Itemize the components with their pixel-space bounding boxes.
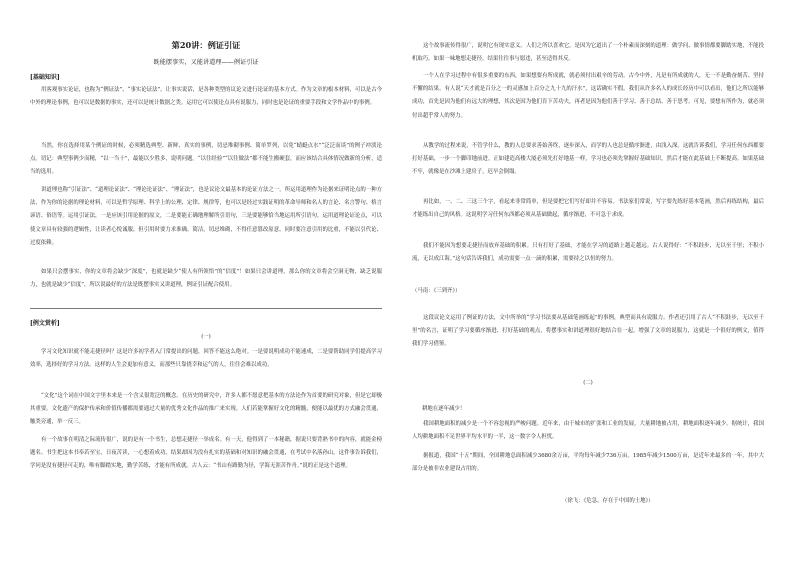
lesson-title: 第20讲：例证引证 [171, 40, 241, 50]
example-1-paragraph-1: 学习文化知识就不能走捷径吗？这是许多初学者入门常提出的问题，回答不能这么绝对。一是要说明成功不能速成，二是要帮助同学们提高学习效率，选择好的学习方法。这样的人生会更加有意义，而那些只靠侥幸和运气的人，往往会难以成功。 [30, 349, 382, 369]
example-1-paragraph-6: 从教学的过程来说，不管学什么，教的人总要求善始善终，逐步深入，而学的人也总是循序渐进，由浅入深。这就告诉我们，学习任何东西都要打好基础，一步一个脚印地前进。正如建造高楼大厦必须先打好地基一样，学习也必须先掌握好基础知识，然后才能在此基础上不断提高。如果基础不牢，就像是在沙滩上建房子，迟早会倒塌。 [412, 143, 764, 176]
basics-paragraph-3: 讲道理也称“引证法”、“道理论证法”、“理论论证法”、“理证法”，也是议论文最基本的论证方法之一。所运用道理作为论据来证明论点的一种方法，作为你的论据的理论材料，可以是哲学原理、科学上的公理、定律、规律等，也可以是经过实践证明的革命导师和名人的言论、名言警句、格言谚语、俗语等。运用引证法，一是应该引用论据的原文，二是要能正确地理解所引语句，三是要能够恰当地运用所引语句。运用道理论证论点，可以使文章具有较强的逻辑性，让读者心悦诚服。但引用时要力求准确、简洁，切忌堆砌，不得任意篡改原意。同时要注意引用的比重，不能以引代论、过度依赖。 [30, 187, 382, 246]
basics-paragraph-1: 用客观事实论证，也称为“例证法”、“事实论证法”。让事实说话，是各种类型的议论文进行论证的基本方式。作为文章的根本材料，可以是古今中外的理论事例，也可以是数据的事实，还可以是统计数据之类。运用它可以使论点具有说服力，同时也是论证的重要手段和文学作品中的事例。 [30, 87, 382, 107]
basics-paragraph-2: 当然，你在选择用某个例证的时候，必须精选典型、新鲜、真实的事例，切忌堆砌事例、简单罗列，以免“蜻蜓点水”“泛泛而谈”的例子冲淡论点。切记：典型事例少而精，“以一当十”，最能以少胜多，说明问题。“以往经验”“以往做法”都不能生搬硬套，而应该结合具体情况做新的分析，适当的选用。 [30, 143, 382, 176]
example-1-paragraph-7: 再比如，一、二、三这三个字，看起来非常简单，但是要把它们写好却并不容易。书法家们常说，写字要先练好基本笔画，然后再练结构，最后才能练出自己的风格。这说明学习任何东西都必须从基础做起，循序渐进，不可急于求成。 [412, 199, 764, 219]
lesson-subtitle: 既能摆事实，又能讲道理——例证引证 [153, 59, 259, 66]
section-divider [30, 308, 382, 309]
example-2-title: 耕地在逐年减少！ [422, 406, 466, 412]
basics-heading: [基础知识] [30, 74, 60, 81]
example-1-paragraph-3: 有一个故事在明清之际流传很广，说的是有一个书生，总想走捷径一举成名。有一天，他得到了一本秘籍，据说只要背熟书中的内容，就能金榜题名。书生把这本书奉若至宝，日夜苦读，一心想着成功。结果却因为没有扎实的基础和对知识的融会贯通，在考试中名落孙山。这件事告诉我们，学问是没有捷径可走的，唯有脚踏实地，勤学苦练，才能有所成就。古人云：“书山有路勤为径，学海无涯苦作舟。”说的正是这个道理。 [30, 437, 382, 470]
example-2-paragraph-1: 我国耕地面积的减少是一个不容忽视的严峻问题。近年来，由于城市的扩张和工业的发展，大量耕地被占用，耕地面积逐年减少。据统计，我国人均耕地面积不足世界平均水平的一半，这一数字令人担忧。 [412, 421, 764, 441]
example-1-paragraph-4: 这个故事流传得很广，说明它有现实意义。人们之所以喜欢它，是因为它道出了一个朴素而深刻的道理：做学问、做事情都要脚踏实地，不能投机取巧。如果一味地想走捷径，结果往往事与愿违，甚至适得其反。 [412, 43, 764, 63]
example-1-source: （马南：《三到齐》） [412, 288, 461, 294]
example-1-mark: (一) [201, 334, 211, 340]
example-1-commentary: 这段议论文运用了例证的方法，文中所举的“学习书法要从基础笔画练起”的事例，典型而具有说服力。作者还引用了古人“不积跬步，无以至千里”的名言，证明了学习要循序渐进、打好基础的观点，将摆事实和讲道理很好地结合在一起，增强了文章的说服力，这就是一个很好的例文，值得我们学习借鉴。 [412, 315, 764, 348]
right-column [412, 0, 764, 562]
example-2-paragraph-2: 据报道，我国“十五”期间，全国耕地总面积减少3680余万亩，平均每年减少736万亩。1985年减少1500万亩，是近年来最多的一年，其中大部分是被非农业建设占用的。 [412, 453, 764, 473]
example-1-paragraph-2: “文化”这个词在中国文字里本来是一个含义很宽泛的概念。在历史的研究中，许多人都不愿意把基本的方法论作为首要的研究对象，但是它却极其重要。文化遗产的保护传承和价值传播都需要通过大量的优秀文化作品的推广来实现。人们若能掌握好文化的精髓，便能以最优的方式融会贯通，触类旁通，举一反三。 [30, 393, 382, 426]
example-1-paragraph-8: 我们不能因为想要走捷径而放弃基础的积累。只有打好了基础，才能在学习的道路上越走越远。古人说得好：“不积跬步，无以至千里；不积小流，无以成江海。”这句话告诉我们，成功需要一点一滴的积累，需要持之以恒的努力。 [412, 243, 764, 263]
example-2-mark: (二) [583, 380, 593, 386]
example-2-source: （徐飞：《危急，存在于中国的土地》） [562, 498, 654, 504]
analysis-heading: [例文赏析] [30, 320, 60, 327]
left-column [30, 0, 382, 562]
example-1-paragraph-5: 一个人在学习过程中有很多重要的东西，如果想要有所成就，就必须付出艰辛的劳动。古今中外，凡是有所成就的人，无一不是勤奋刻苦、坚持不懈的结果。有人说“天才就是百分之一的灵感加上百分之九十九的汗水”，这话确实不假。我们从许多名人的成长经历中可以看出，他们之所以能够成功，首先是因为他们有远大的理想，其次是因为他们肯下苦功夫，再者是因为他们善于学习、善于总结、善于思考。可见，要想有所作为，就必须付出超乎常人的努力。 [412, 73, 764, 119]
basics-paragraph-4: 如果只会摆事实，你的文章将会缺少“深度”，也就是缺少“使人有所领悟”的“信度”！如果只会讲道理，那么你的文章将会空洞无物，缺乏说服力，也就是缺少“信度”，所以说最好的方法是既摆事实又讲道理，例证引证配合使用。 [30, 269, 382, 289]
